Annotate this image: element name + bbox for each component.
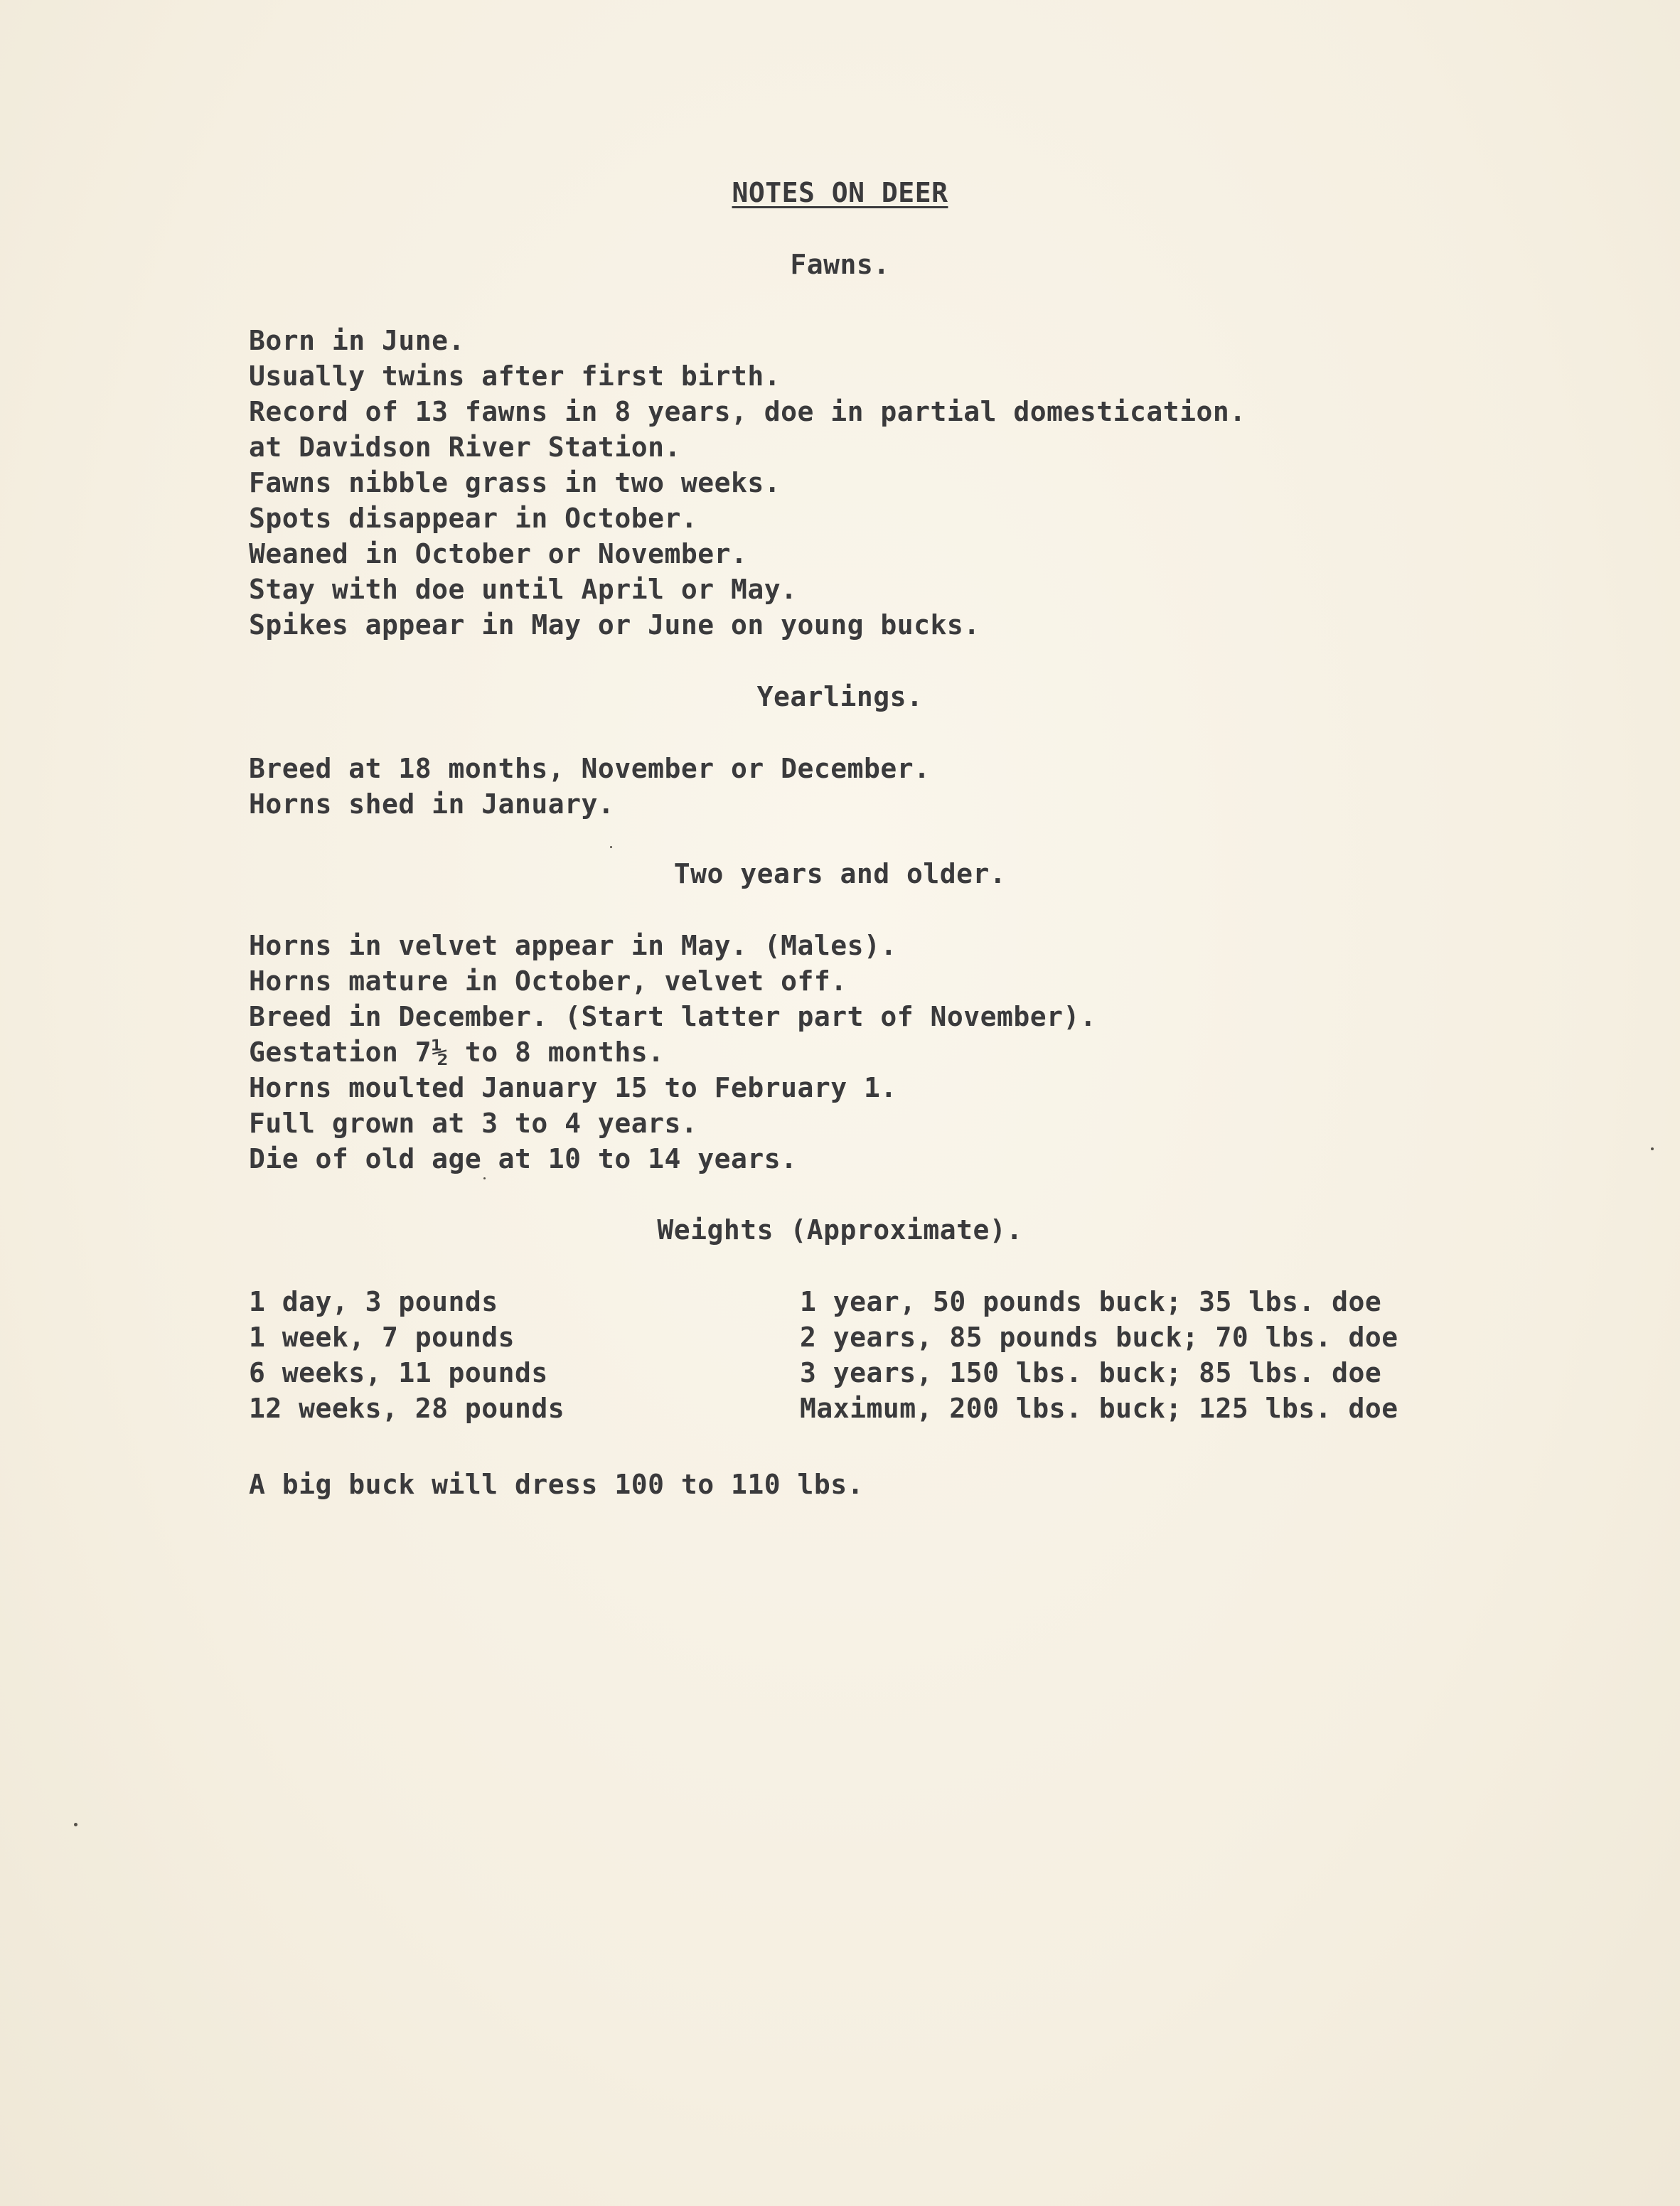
note-line: Horns mature in October, velvet off.: [249, 965, 847, 997]
note-line: Full grown at 3 to 4 years.: [249, 1108, 698, 1139]
note-line: Fawns nibble grass in two weeks.: [249, 467, 781, 498]
note-line: Breed at 18 months, November or December.: [249, 753, 931, 784]
note-line: Horns in velvet appear in May. (Males).: [249, 930, 897, 961]
paper-speck: [483, 1177, 486, 1179]
weight-entry: 2 years, 85 pounds buck; 70 lbs. doe: [800, 1322, 1398, 1353]
section-heading-yearlings: Yearlings.: [756, 681, 924, 712]
note-line: Record of 13 fawns in 8 years, doe in partial domestication.: [249, 396, 1246, 427]
note-line: Born in June.: [249, 325, 465, 356]
note-line: at Davidson River Station.: [249, 432, 681, 463]
fawns-notes: [249, 323, 1246, 643]
note-line: Spikes appear in May or June on young bucks.: [249, 609, 980, 641]
weight-entry: 1 week, 7 pounds: [249, 1322, 515, 1353]
weight-entry: 1 year, 50 pounds buck; 35 lbs. doe: [800, 1286, 1382, 1317]
weight-entry: 3 years, 150 lbs. buck; 85 lbs. doe: [800, 1357, 1382, 1388]
note-line: Gestation 7½ to 8 months.: [249, 1037, 665, 1068]
note-line: Die of old age at 10 to 14 years.: [249, 1143, 798, 1174]
note-line: Horns moulted January 15 to February 1.: [249, 1072, 897, 1103]
section-heading-weights: Weights (Approximate).: [657, 1214, 1023, 1246]
note-line: Weaned in October or November.: [249, 538, 748, 569]
note-line: Stay with doe until April or May.: [249, 574, 798, 605]
dressed-weight-note: A big buck will dress 100 to 110 lbs.: [249, 1469, 864, 1500]
weights-column-adult: [800, 1284, 1398, 1426]
paper-speck: [610, 846, 612, 848]
weight-entry: 12 weeks, 28 pounds: [249, 1393, 565, 1424]
paper-speck: [74, 1823, 77, 1826]
section-heading-older: Two years and older.: [673, 858, 1007, 889]
weights-column-young: [249, 1284, 565, 1426]
note-line: Usually twins after first birth.: [249, 360, 781, 392]
document-title: NOTES ON DEER: [732, 177, 948, 208]
note-line: Breed in December. (Start latter part of November).: [249, 1001, 1097, 1032]
weight-entry: 1 day, 3 pounds: [249, 1286, 498, 1317]
section-heading-fawns: Fawns.: [790, 249, 890, 280]
note-line: Spots disappear in October.: [249, 503, 698, 534]
yearlings-notes: [249, 751, 931, 822]
weight-entry: Maximum, 200 lbs. buck; 125 lbs. doe: [800, 1393, 1398, 1424]
paper-speck: [1651, 1147, 1654, 1150]
weight-entry: 6 weeks, 11 pounds: [249, 1357, 548, 1388]
older-notes: [249, 928, 1096, 1177]
note-line: Horns shed in January.: [249, 788, 615, 820]
